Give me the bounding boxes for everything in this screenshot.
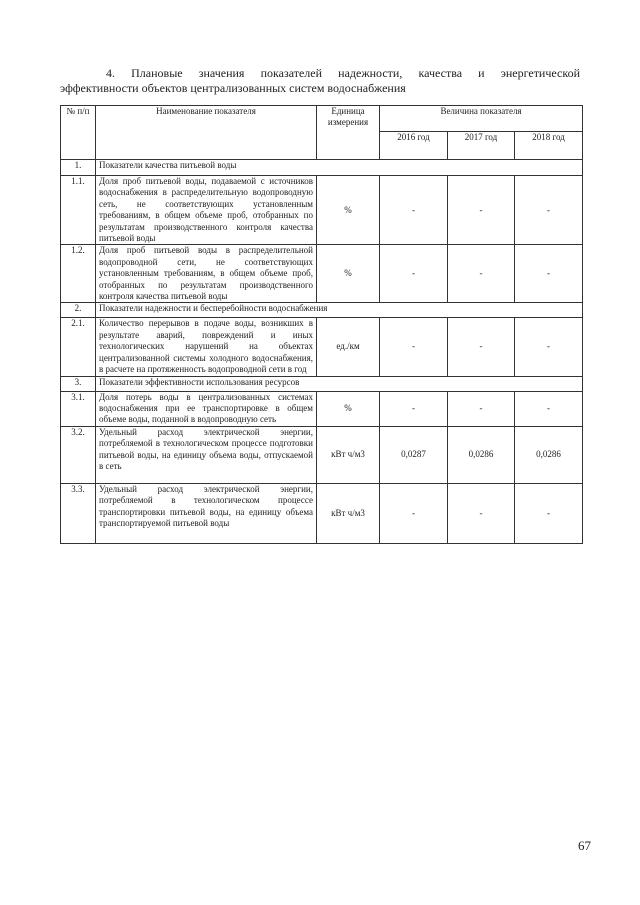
row-num: 3. bbox=[61, 376, 96, 391]
table-row bbox=[61, 245, 583, 303]
section-title: Показатели качества питьевой воды bbox=[96, 160, 583, 176]
section-heading bbox=[60, 66, 580, 96]
row-value-2017: - bbox=[448, 176, 515, 245]
table-row bbox=[61, 483, 583, 543]
indicators-table bbox=[60, 105, 583, 544]
row-name: Доля проб питьевой воды, подаваемой с источников водоснабжения в распределительную водопроводную сеть, не соответствующих установленным требованиям, в общем объеме проб, отобранных по результатам производственного контроля качества питьевой воды bbox=[96, 176, 317, 245]
heading-line-2: эффективности объектов централизованных систем водоснабжения bbox=[60, 81, 406, 95]
section-title: Показатели надежности и бесперебойности водоснабжения bbox=[96, 303, 583, 318]
row-name: Доля проб питьевой воды в распределительной водопроводной сети, не соответствующих установленным требованиям, в общем объеме проб, отобранных по результатам производственного контроля качества питьевой воды bbox=[96, 245, 317, 303]
row-name: Количество перерывов в подаче воды, возникших в результате аварий, повреждений и иных технологических нарушений на объектах централизованной системы холодного водоснабжения, в расчете на протяженность водопроводной сети в год bbox=[96, 318, 317, 376]
heading-line-1: 4. Плановые значения показателей надежности, качества и энергетической bbox=[106, 66, 580, 80]
row-unit: % bbox=[317, 176, 380, 245]
row-value-2016: - bbox=[380, 483, 448, 543]
row-value-2016: 0,0287 bbox=[380, 426, 448, 483]
row-value-2018: - bbox=[515, 176, 583, 245]
table-row bbox=[61, 303, 583, 318]
header-year-2017: 2017 год bbox=[448, 132, 515, 160]
header-year-2016: 2016 год bbox=[380, 132, 448, 160]
row-num: 3.1. bbox=[61, 391, 96, 426]
table-row bbox=[61, 160, 583, 176]
row-num: 2.1. bbox=[61, 318, 96, 376]
row-value-2018: - bbox=[515, 391, 583, 426]
row-num: 3.3. bbox=[61, 483, 96, 543]
row-value-2018: - bbox=[515, 483, 583, 543]
header-year-2018: 2018 год bbox=[515, 132, 583, 160]
row-value-2017: - bbox=[448, 483, 515, 543]
row-name: Удельный расход электрической энергии, потребляемой в технологическом процессе транспортировки питьевой воды, на единицу объема транспортируемой питьевой воды bbox=[96, 483, 317, 543]
row-unit: кВт ч/м3 bbox=[317, 483, 380, 543]
row-value-2016: - bbox=[380, 391, 448, 426]
row-value-2016: - bbox=[380, 245, 448, 303]
page-number: 67 bbox=[578, 838, 591, 853]
row-name: Удельный расход электрической энергии, потребляемой в технологическом процессе подготовки питьевой воды, на единицу объема воды, отпускаемой в сеть bbox=[96, 426, 317, 483]
row-num: 1.1. bbox=[61, 176, 96, 245]
row-name: Доля потерь воды в централизованных системах водоснабжения при ее транспортировке в общем объеме воды, поданной в водопроводную сеть bbox=[96, 391, 317, 426]
section-title: Показатели эффективности использования ресурсов bbox=[96, 376, 583, 391]
row-num: 1.2. bbox=[61, 245, 96, 303]
row-unit: % bbox=[317, 245, 380, 303]
row-value-2017: - bbox=[448, 318, 515, 376]
row-value-2018: 0,0286 bbox=[515, 426, 583, 483]
row-unit: ед./км bbox=[317, 318, 380, 376]
row-unit: % bbox=[317, 391, 380, 426]
row-value-2016: - bbox=[380, 318, 448, 376]
header-unit: Единица измерения bbox=[317, 106, 380, 160]
table-row bbox=[61, 391, 583, 426]
header-num: № п/п bbox=[61, 106, 96, 160]
header-value-group: Величина показателя bbox=[380, 106, 583, 132]
row-num: 2. bbox=[61, 303, 96, 318]
row-value-2018: - bbox=[515, 245, 583, 303]
header-name: Наименование показателя bbox=[96, 106, 317, 160]
row-unit: кВт ч/м3 bbox=[317, 426, 380, 483]
row-value-2017: - bbox=[448, 391, 515, 426]
row-num: 1. bbox=[61, 160, 96, 176]
table-row bbox=[61, 376, 583, 391]
row-value-2017: - bbox=[448, 245, 515, 303]
row-value-2017: 0,0286 bbox=[448, 426, 515, 483]
row-value-2016: - bbox=[380, 176, 448, 245]
row-num: 3.2. bbox=[61, 426, 96, 483]
table-row bbox=[61, 176, 583, 245]
row-value-2018: - bbox=[515, 318, 583, 376]
table-row bbox=[61, 318, 583, 376]
table-row bbox=[61, 426, 583, 483]
